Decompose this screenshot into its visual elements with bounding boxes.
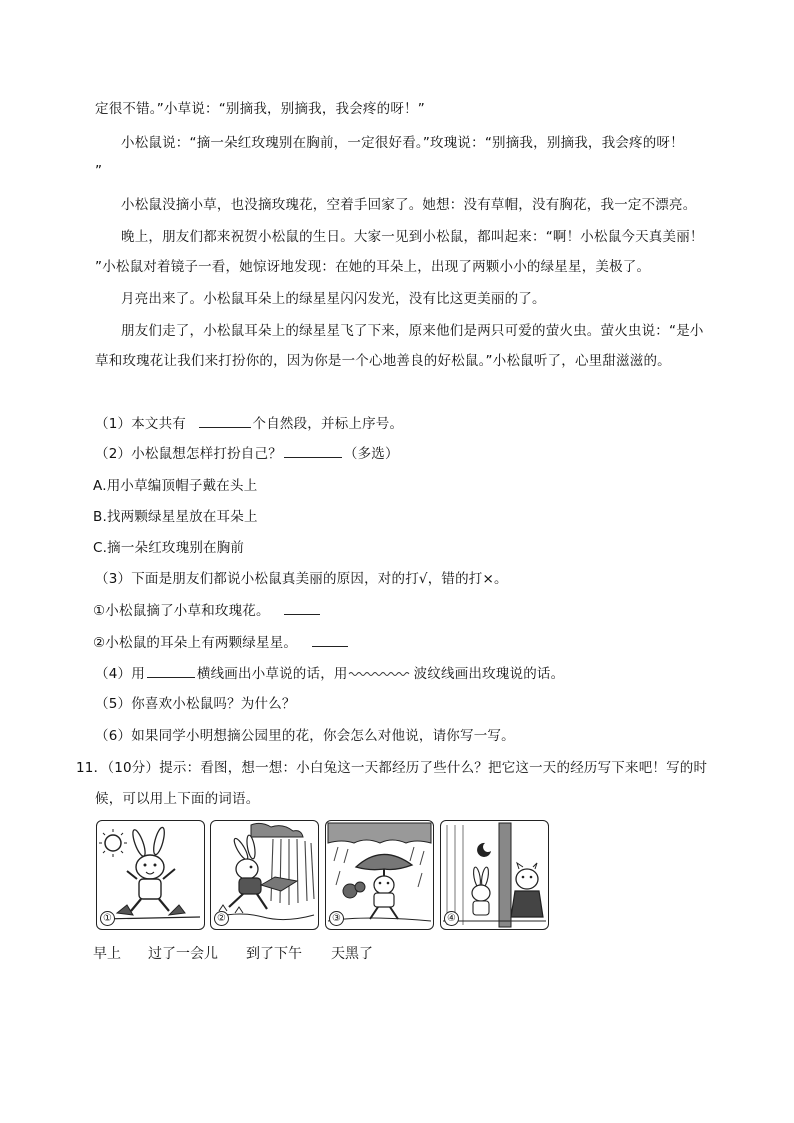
- option-c: C.摘一朵红玫瑰别在胸前: [93, 540, 245, 556]
- word-afternoon: 到了下午: [246, 946, 302, 962]
- question-4: [95, 663, 564, 684]
- question-1-prefix: （1）本文共有: [95, 416, 186, 432]
- panel-number-4: ④: [444, 911, 459, 926]
- question-2-prefix: （2）小松鼠想怎样打扮自己？: [95, 446, 282, 462]
- sun-rays-icon: [99, 829, 127, 857]
- comic-panel-4: [440, 820, 549, 930]
- comic-panel-3: [325, 820, 434, 930]
- question-1-suffix: 个自然段，并标上序号。: [252, 416, 404, 432]
- word-morning: 早上: [93, 946, 121, 962]
- option-b: B.找两颗绿星星放在耳朵上: [93, 509, 258, 525]
- question-2: [95, 443, 399, 464]
- panel-number-2: ②: [214, 911, 229, 926]
- question-2-suffix: （多选）: [343, 446, 399, 462]
- comic-panel-1: [96, 820, 205, 930]
- question-11-cont: 候，可以用上下面的词语。: [95, 791, 260, 807]
- sun-icon: [105, 835, 121, 851]
- answer-blank-q2[interactable]: [284, 443, 342, 458]
- comic-panel-2: [210, 820, 319, 930]
- story-paragraph-2: 小松鼠没摘小草，也没摘玫瑰花，空着手回家了。她想：没有草帽，没有胸花，我一定不漂亮。: [121, 197, 697, 213]
- story-paragraph-1: 小松鼠说：“摘一朵红玫瑰别在胸前，一定很好看。”玫瑰说：“别摘我，别摘我，我会疼的呀！: [121, 135, 684, 151]
- word-a-while-later: 过了一会儿: [148, 946, 218, 962]
- story-paragraph-1-end: ”: [95, 163, 103, 179]
- question-5: （5）你喜欢小松鼠吗？为什么？: [95, 696, 296, 712]
- answer-blank-q3-2[interactable]: [312, 632, 348, 647]
- question-4-middle: 横线画出小草说的话，用: [196, 666, 348, 682]
- question-3-item-1-text: ①小松鼠摘了小草和玫瑰花。: [93, 603, 270, 619]
- question-4-suffix: 波纹线画出玫瑰说的话。: [413, 666, 565, 682]
- story-paragraph-0: 定很不错。”小草说：“别摘我，别摘我，我会疼的呀！”: [95, 101, 425, 117]
- question-3-item-2-text: ②小松鼠的耳朵上有两颗绿星星。: [93, 635, 298, 651]
- question-1: [95, 413, 403, 434]
- question-3: （3）下面是朋友们都说小松鼠真美丽的原因，对的打√，错的打×。: [95, 571, 508, 587]
- straight-line-sample: [147, 663, 195, 678]
- question-11: 11．（10分）提示：看图，想一想：小白兔这一天都经历了些什么？把它这一天的经历写下来吧！写的时: [76, 760, 708, 776]
- answer-blank-q3-1[interactable]: [284, 600, 320, 615]
- panel-number-1: ①: [100, 911, 115, 926]
- question-3-item-2: [93, 632, 348, 653]
- story-paragraph-5-cont: 草和玫瑰花让我们来打扮你的，因为你是一个心地善良的好松鼠。”小松鼠听了，心里甜滋滋的。: [95, 353, 671, 369]
- story-paragraph-4: 月亮出来了。小松鼠耳朵上的绿星星闪闪发光，没有比这更美丽的了。: [121, 291, 546, 307]
- question-6: （6）如果同学小明想摘公园里的花，你会怎么对他说，请你写一写。: [95, 728, 515, 744]
- word-dark: 天黑了: [331, 946, 373, 962]
- question-3-item-1: [93, 600, 320, 621]
- wavy-line-sample: [348, 668, 410, 678]
- option-a: A.用小草编顶帽子戴在头上: [93, 478, 258, 494]
- story-paragraph-3: 晚上，朋友们都来祝贺小松鼠的生日。大家一见到小松鼠，都叫起来：“啊！小松鼠今天真美丽！: [121, 229, 704, 245]
- answer-blank-q1[interactable]: [199, 413, 251, 428]
- story-paragraph-5: 朋友们走了，小松鼠耳朵上的绿星星飞了下来，原来他们是两只可爱的萤火虫。萤火虫说：“是小: [121, 323, 704, 339]
- panel-number-3: ③: [329, 911, 344, 926]
- question-4-prefix: （4）用: [95, 666, 145, 682]
- story-paragraph-3-cont: ”小松鼠对着镜子一看，她惊讶地发现：在她的耳朵上，出现了两颗小小的绿星星，美极了。: [95, 259, 651, 275]
